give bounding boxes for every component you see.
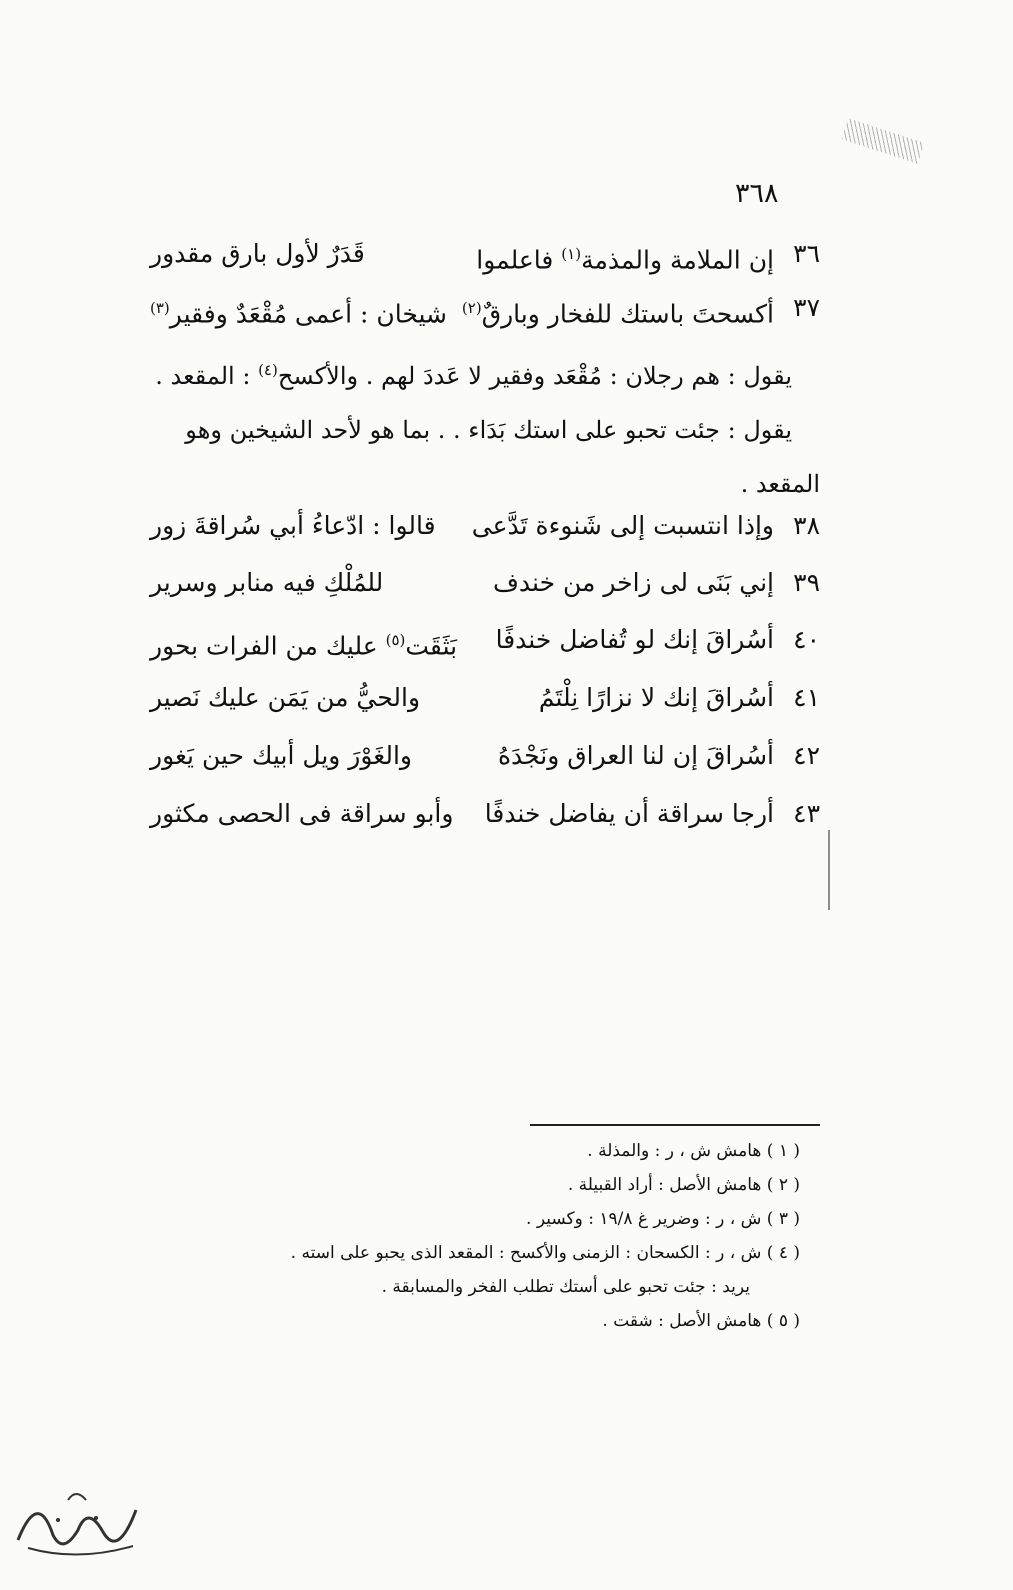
footnotes <box>220 1134 800 1338</box>
commentary-line: يقول : جئت تحبو على استك بَدَاء . . بما هو لأحد الشيخين وهو المقعد . <box>185 416 820 498</box>
page-number: ٣٦٨ <box>735 178 779 209</box>
footnote-marker: (٤) <box>258 361 278 379</box>
verse-hemistich-2: والغَوْرَ ويل أبيك حين يَغور <box>150 741 412 770</box>
verse-number: ٤٢ <box>793 741 820 770</box>
verse-line <box>150 618 820 662</box>
margin-mark <box>828 830 830 910</box>
verse-hemistich-1: أسُراقَ إن لنا العراق ونَجْدَهُ <box>497 741 774 770</box>
footnote: ( ٤ ) ش ، ر : الكسحان : الزمنى والأكسح : المقعد الذى يحبو على استه . <box>290 1243 800 1263</box>
verse-line <box>150 676 820 720</box>
verse-number: ٣٨ <box>793 511 820 540</box>
scan-artifact <box>842 118 925 164</box>
verse-hemistich-2: بَثَقَت$^{(٥)}$ عليك من الفرات بحور <box>150 631 458 661</box>
verse-hemistich-2: قالوا : ادّعاءُ أبي سُراقةَ زور <box>150 511 436 540</box>
verse-hemistich-1: إني بَنَى لى زاخر من خندف <box>493 568 774 597</box>
verse-line <box>150 286 820 330</box>
footnote-marker: (٥) <box>385 631 406 649</box>
footnote-marker: (٣) <box>150 299 170 317</box>
verse-hemistich-1: أسُراقَ إنك لو تُفاضل خندفًا <box>495 625 774 654</box>
verse-line <box>150 734 820 778</box>
verse-hemistich-2: وأبو سراقة فى الحصى مكثور <box>150 799 454 828</box>
verse-hemistich-2: والحيُّ من يَمَن عليك نَصير <box>150 683 421 712</box>
verse-number: ٣٧ <box>793 293 820 322</box>
verse-line <box>150 504 820 548</box>
commentary-line: يقول : هم رجلان : مُقْعَد وفقير لا عَددَ لهم . والأكسح$^{(٤)}$ : المقعد . <box>155 361 792 390</box>
verse-hemistich-2: للمُلْكِ فيه منابر وسرير <box>150 568 384 597</box>
verse-hemistich-1: إن الملامة والمذمة$^{(١)}$ فاعلموا <box>476 245 774 275</box>
verse-hemistich-2: شيخان : أعمى مُقْعَدٌ وفقير$^{(٣)}$ <box>150 299 447 329</box>
verse-line <box>150 561 820 605</box>
footnote-rule <box>530 1124 820 1126</box>
footnote: ( ٣ ) ش ، ر : وضرير غ ١٩/٨ : وكسير . <box>526 1209 800 1229</box>
verse-hemistich-1: أرجا سراقة أن يفاضل خندفًا <box>484 799 774 828</box>
verse-number: ٣٩ <box>793 568 820 597</box>
verse-line <box>150 792 820 836</box>
footnote: ( ٥ ) هامش الأصل : شقت . <box>602 1311 800 1331</box>
verse-hemistich-1: أكسحتَ باستك للفخار وبارقٌ$^{(٢)}$ <box>461 299 774 329</box>
verse-number: ٤٠ <box>793 625 820 654</box>
footnote-continuation: يريد : جئت تحبو على أستك تطلب الفخر والمسابقة . <box>381 1277 750 1297</box>
verse-number: ٤١ <box>793 683 820 712</box>
footnote-marker: (٢) <box>461 299 482 317</box>
verse-hemistich-1: أسُراقَ إنك لا نزارًا نِلْتَمُ <box>538 683 774 712</box>
footnote: ( ٢ ) هامش الأصل : أراد القبيلة . <box>567 1175 800 1195</box>
footnote: ( ١ ) هامش ش ، ر : والمذلة . <box>587 1141 800 1161</box>
verse-hemistich-1: وإذا انتسبت إلى شَنوءة تَدَّعى <box>471 511 774 540</box>
calligraphy-logo <box>8 1470 148 1570</box>
commentary <box>130 343 820 511</box>
footnote-marker: (١) <box>561 245 582 263</box>
verse-number: ٤٣ <box>793 799 820 828</box>
verse-line <box>150 232 820 276</box>
verse-number: ٣٦ <box>793 239 820 268</box>
verse-hemistich-2: قَدَرٌ لأول بارق مقدور <box>150 239 365 268</box>
